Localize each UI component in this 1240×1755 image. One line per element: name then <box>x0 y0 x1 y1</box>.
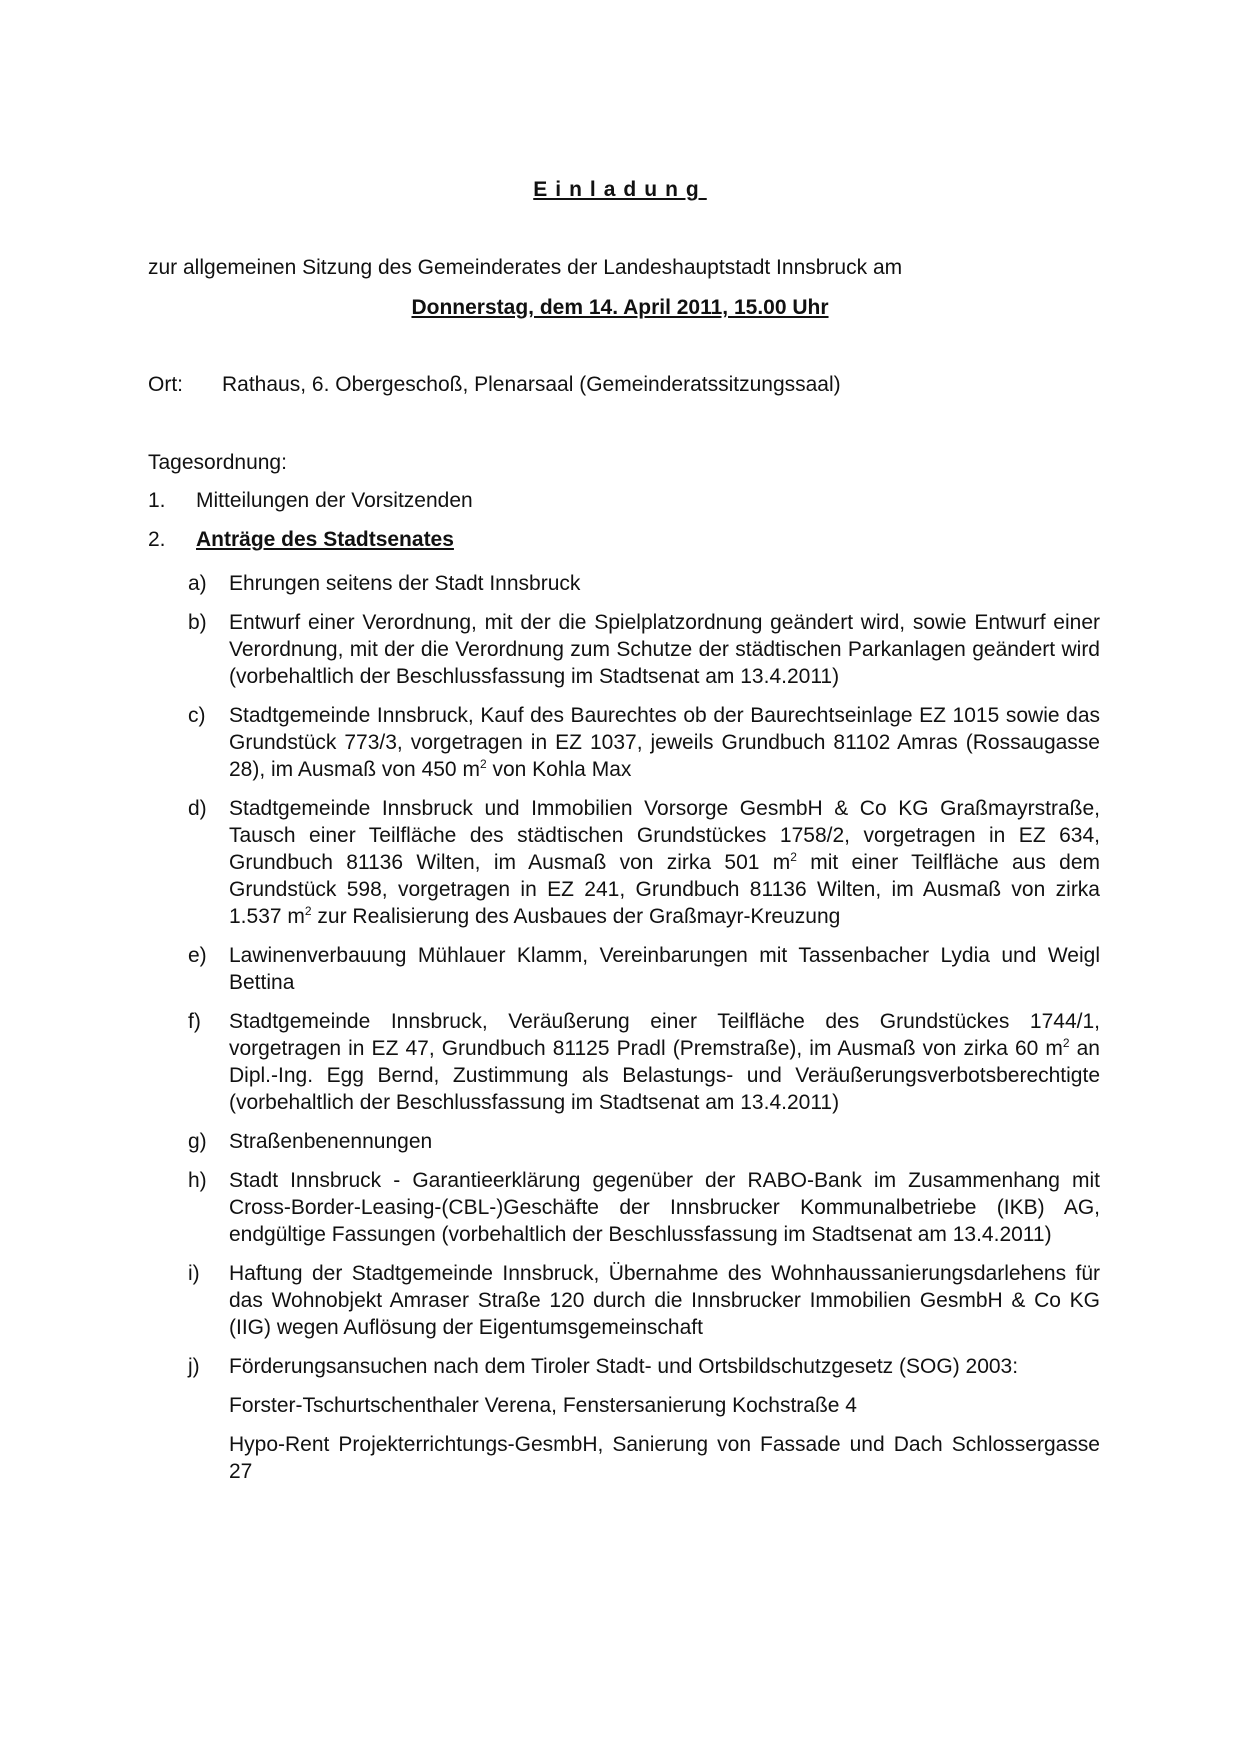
item-letter: j) <box>188 1355 200 1378</box>
item-text: Ehrungen seitens der Stadt Innsbruck <box>229 572 581 595</box>
location-label: Ort: <box>148 373 183 396</box>
agenda-point <box>148 489 473 513</box>
agenda-item-j <box>188 1353 1100 1485</box>
agenda-item-i <box>188 1260 1100 1341</box>
intro-text: zur allgemeinen Sitzung des Gemeinderates der Landeshauptstadt Innsbruck am <box>148 256 903 279</box>
location-value: Rathaus, 6. Obergeschoß, Plenarsaal (Gemeinderatssitzungssaal) <box>222 373 841 396</box>
agenda-item-a <box>188 570 1100 597</box>
item-text: Förderungsansuchen nach dem Tiroler Stadt- und Ortsbildschutzgesetz (SOG) 2003: <box>229 1355 1019 1378</box>
item-letter: f) <box>188 1010 201 1033</box>
item-letter: c) <box>188 704 206 727</box>
item-letter: h) <box>188 1169 207 1192</box>
item-letter: a) <box>188 572 207 595</box>
item-subentry: Forster-Tschurtschenthaler Verena, Fenstersanierung Kochstraße 4 <box>229 1394 857 1417</box>
item-text: Entwurf einer Verordnung, mit der die Spielplatzordnung geändert wird, sowie Entwurf einer Verordnung, mit der die Verordnung zum Schutze der städtischen Parkanlagen geändert wird (vorbehaltlich der Beschlussfassung im Stadtsenat am 13.4.2011) <box>229 611 1100 688</box>
document-title: Einladung <box>533 178 707 201</box>
agenda-point <box>148 528 454 552</box>
agenda-heading: Tagesordnung: <box>148 451 287 474</box>
item-text: Stadtgemeinde Innsbruck, Kauf des Baurechtes ob der Baurechtseinlage EZ 1015 sowie das Grundstück 773/3, vorgetragen in EZ 1037, jeweils Grundbuch 81102 Amras (Rossaugasse 28), im Ausmaß von 450 $m^2$ von Kohla Max <box>229 704 1100 781</box>
item-letter: d) <box>188 797 207 820</box>
agenda-point-text: Mitteilungen der Vorsitzenden <box>196 489 473 512</box>
item-letter: b) <box>188 611 207 634</box>
agenda-item-h <box>188 1167 1100 1248</box>
agenda-item-g <box>188 1128 1100 1155</box>
item-text: Stadtgemeinde Innsbruck, Veräußerung einer Teilfläche des Grundstückes 1744/1, vorgetragen in EZ 47, Grundbuch 81125 Pradl (Premstraße), im Ausmaß von zirka 60 $m^2$ an Dipl.-Ing. Egg Bernd, Zustimmung als Belastungs- und Veräußerungsverbotsberechtigte (vorbehaltlich der Beschlussfassung im Stadtsenat am 13.4.2011) <box>229 1010 1100 1114</box>
item-text: Straßenbenennungen <box>229 1130 433 1153</box>
item-text: Lawinenverbauung Mühlauer Klamm, Vereinbarungen mit Tassenbacher Lydia und Weigl Bettina <box>229 944 1100 994</box>
agenda-item-e <box>188 942 1100 996</box>
item-subentry: Hypo-Rent Projekterrichtungs-GesmbH, Sanierung von Fassade und Dach Schlossergasse 27 <box>229 1433 1100 1483</box>
meeting-date: Donnerstag, dem 14. April 2011, 15.00 Uhr <box>411 296 829 319</box>
agenda-item-b <box>188 609 1100 690</box>
item-text: Stadt Innsbruck - Garantieerklärung gegenüber der RABO-Bank im Zusammenhang mit Cross-Border-Leasing-(CBL-)Geschäfte der Innsbrucker Kommunalbetriebe (IKB) AG, endgültige Fassungen (vorbehaltlich der Beschlussfassung im Stadtsenat am 13.4.2011) <box>229 1169 1100 1246</box>
agenda-point-number: 1. <box>148 489 166 512</box>
agenda-item-d <box>188 795 1100 930</box>
agenda-item-c <box>188 702 1100 783</box>
item-letter: g) <box>188 1130 207 1153</box>
item-letter: i) <box>188 1262 200 1285</box>
agenda-subitems <box>188 570 1100 1497</box>
item-text: Stadtgemeinde Innsbruck und Immobilien Vorsorge GesmbH & Co KG Graßmayrstraße, Tausch einer Teilfläche des städtischen Grundstückes 1758/2, vorgetragen in EZ 634, Grundbuch 81136 Wilten, im Ausmaß von zirka 501 $m^2$ mit einer Teilfläche aus dem Grundstück 598, vorgetragen in EZ 241, Grundbuch 81136 Wilten, im Ausmaß von zirka 1.537 $m^2$ zur Realisierung des Ausbaues der Graßmayr-Kreuzung <box>229 797 1100 928</box>
agenda-point-text: Anträge des Stadtsenates <box>196 528 454 551</box>
item-text: Haftung der Stadtgemeinde Innsbruck, Übernahme des Wohnhaussanierungsdarlehens für das Wohnobjekt Amraser Straße 120 durch die Innsbrucker Immobilien GesmbH & Co KG (IIG) wegen Auflösung der Eigentumsgemeinschaft <box>229 1262 1100 1339</box>
item-letter: e) <box>188 944 207 967</box>
agenda-point-number: 2. <box>148 528 166 551</box>
location-line <box>148 373 841 397</box>
agenda-item-f <box>188 1008 1100 1116</box>
